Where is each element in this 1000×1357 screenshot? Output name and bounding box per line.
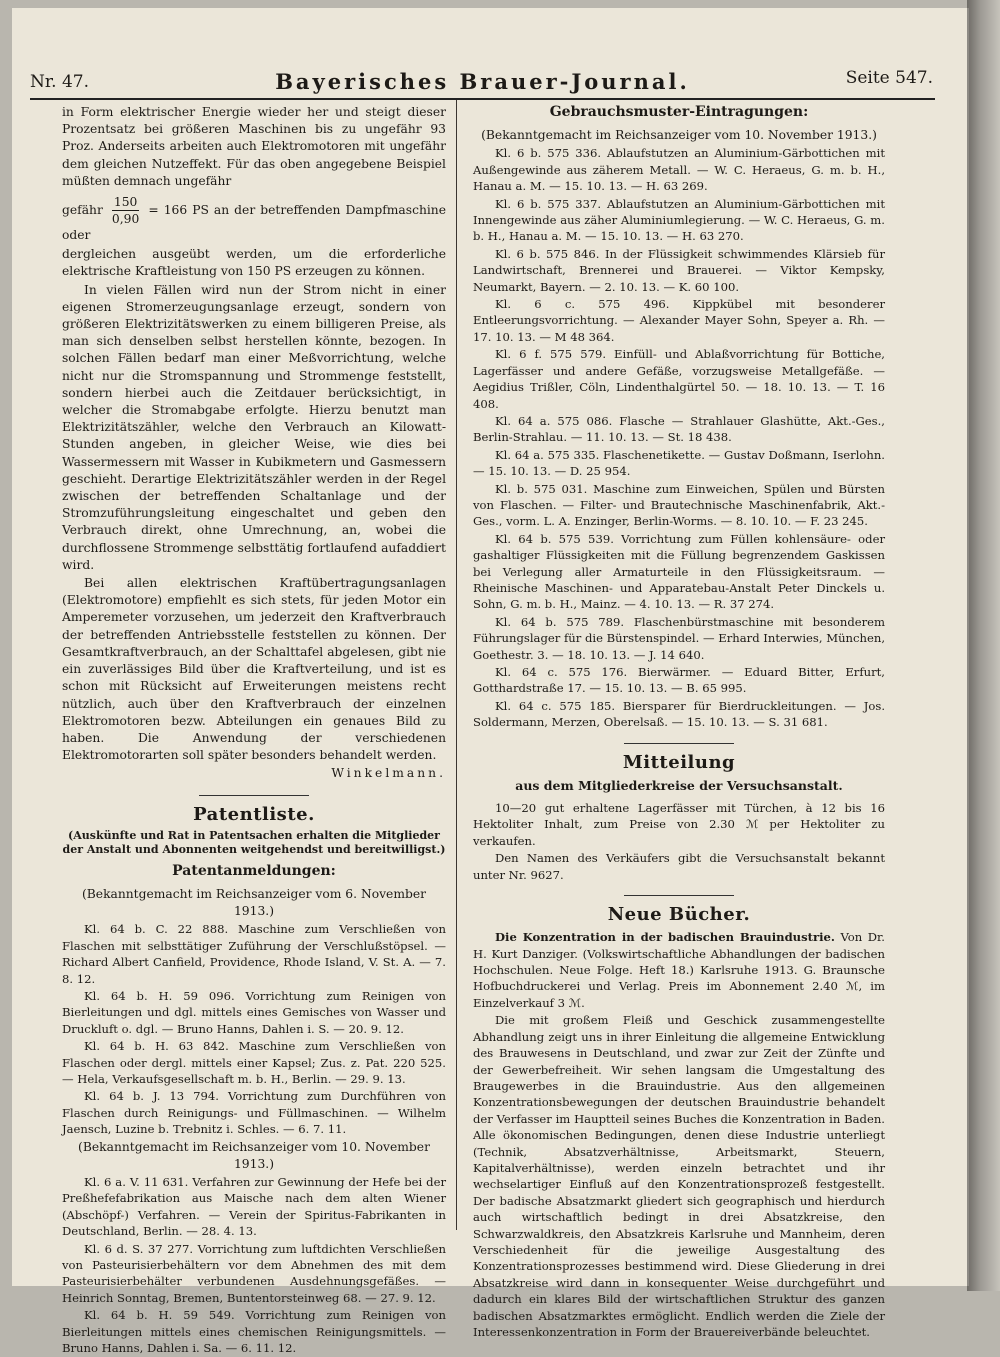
book-review-intro [473, 929, 885, 1011]
section-heading: Mitteilung [622, 751, 736, 773]
fraction-denominator: 0,90 [111, 212, 140, 227]
subsection-heading: Patentanmeldungen: [172, 862, 336, 879]
section-separator [624, 743, 734, 744]
gebrauchsmuster-entry: Kl. 64 b. 575 539. Vorrichtung zum Füllen kohlensäure- oder gashaltiger Flüssigkeiten mit die Füllung begrenzendem Gaskissen bei Verlegung aller Armaturteile in den Flüssigkeitsraum. — Rheinische Maschinen- und Apparatebau-Anstalt Peter Dinckels u. Sohn, G. m. b. H., Mainz. — 4. 10. 13. — R. 37 274. [473, 531, 885, 612]
subsection-heading: Gebrauchsmuster-Eintragungen: [549, 104, 809, 120]
body-paragraph: dergleichen ausgeübt werden, um die erforderliche elektrische Kraftleistung von 150 PS erzeugen zu können. [62, 247, 446, 279]
book-spine [967, 0, 1000, 1291]
issue-number: Nr. 47. [30, 72, 89, 92]
section-separator [624, 895, 734, 896]
body-paragraph: 10—20 gut erhaltene Lagerfässer mit Türchen, à 12 bis 16 Hektoliter Inhalt, zum Preise von 2.30 ℳ per Hektoliter zu verkaufen. [473, 801, 885, 848]
body-paragraph: In vielen Fällen wird nun der Strom nicht in einer eigenen Stromerzeugungsanlage erzeugt, sondern von größeren Elektrizitätswerken zu einem billigeren Preise, als man sich denselben selbst herstellen könnte, bezogen. In solchen Fällen bedarf man einer Meßvorrichtung, welche nicht nur die Stromspannung und Strommenge feststellt, sondern hierbei auch die Zeitdauer berücksichtigt, in welcher die Stromabgabe erfolgte. Hierzu benutzt man Elektrizitätszähler, welche den Verbrauch an Kilowatt-Stunden angeben, in gleicher Weise, wie dies bei Wassermessern mit Wasser in Kubikmetern und Gasmessern geschieht. Derartige Elektrizitätszähler werden in der Regel zwischen der betreffenden Schaltanlage und der Stromzuführungsleitung eingeschaltet und geben den Verbrauch direkt, ohne Umrechnung, an, wobei die durchflossene Strommenge selbsttätig fortlaufend aufaddiert wird. [62, 282, 446, 572]
gebrauchsmuster-entry: Kl. 6 b. 575 336. Ablaufstutzen an Aluminium-Gärbottichen mit Außengewinde aus zäherem Metall. — W. C. Heraeus, G. m. b. H., Hanau a. M. — 15. 10. 13. — H. 63 269. [473, 146, 885, 194]
patent-entry: Kl. 6 a. V. 11 631. Verfahren zur Gewinnung der Hefe bei der Preßhefefabrikation aus Maische nach dem alten Wiener (Abschöpf-) Verfahren. — Verein der Spiritus-Fabrikanten in Deutschland, Berlin. — 28. 4. 13. [62, 1175, 446, 1239]
gebrauchsmuster-entry: Kl. 6 b. 575 846. In der Flüssigkeit schwimmendes Klärsieb für Landwirtschaft, Brennerei und Brauerei. — Viktor Kempsky, Neumarkt, Bayern. — 2. 10. 13. — K. 60 100. [473, 246, 885, 294]
gebrauchsmuster-entry: Kl. 64 b. 575 789. Flaschenbürstmaschine mit besonderem Führungslager für die Bürstenspindel. — Erhard Interwies, München, Goethestr. 3. — 18. 10. 13. — J. 14 640. [473, 614, 886, 662]
section-heading: Patentliste. [193, 803, 315, 825]
book-title: Die Konzentration in der badischen Brauindustrie. [495, 930, 835, 945]
body-paragraph: Bei allen elektrischen Kraftübertragungsanlagen (Elektromotore) empfiehlt es sich stets, für jeden Motor ein Amperemeter vorzusehen, um jederzeit den Kraftverbrauch der betreffenden Antriebsstelle feststellen zu können. Der Gesamtkraftverbrauch, an der Schalttafel abgelesen, gibt nie ein zuverlässiges Bild über die Kraftverteilung, und ist es schon mit Rücksicht auf Erweiterungen meistens recht nützlich, auch über den Kraftverbrauch der einzelnen Elektromotoren bezw. Abteilungen ein genaues Bild zu haben. Die Anwendung der verschiedenen Elektromotorarten soll später besonders behandelt werden. [62, 576, 446, 763]
fraction [112, 194, 139, 227]
section-separator [199, 795, 309, 796]
gebrauchsmuster-entry: Kl. 64 c. 575 185. Biersparer für Bierdruckleitungen. — Jos. Soldermann, Merzen, Oberelsaß. — 15. 10. 13. — S. 31 681. [473, 698, 885, 730]
gebrauchsmuster-entry: Kl. 6 c. 575 496. Kippkübel mit besonderer Entleerungsvorrichtung. — Alexander Mayer Sohn, Speyer a. Rh. — 17. 10. 13. — M 48 364. [473, 297, 885, 344]
formula-result: = 166 PS an der betreffenden Dampfmaschine oder [62, 203, 446, 243]
gebrauchsmuster-entry: Kl. 64 c. 575 176. Bierwärmer. — Eduard Bitter, Erfurt, Gotthardstraße 17. — 15. 10. 13. — B. 65 995. [473, 665, 885, 696]
fraction-numerator: 150 [113, 195, 138, 210]
gebrauchsmuster-entry: Kl. 64 a. 575 335. Flaschenetikette. — Gustav Doßmann, Iserlohn. — 15. 10. 13. — D. 25 954. [473, 447, 885, 479]
announcement-line: (Bekanntgemacht im Reichsanzeiger vom 10. November 1913.) [481, 128, 877, 143]
body-paragraph: in Form elektrischer Energie wieder her und steigt dieser Prozentsatz bei größeren Maschinen bis zu ungefähr 93 Proz. Anderseits arbeiten auch Elektromotoren mit ungefähr dem gleichen Nutzeffekt. Für das oben angegebene Beispiel müßten demnach ungefähr [62, 105, 446, 188]
patent-entry: Kl. 64 b. H. 59 096. Vorrichtung zum Reinigen von Bierleitungen und dgl. mittels eines Gemisches von Wasser und Druckluft o. dgl. — Bruno Hanns, Dahlen i. S. — 20. 9. 12. [62, 988, 446, 1036]
gebrauchsmuster-entry: Kl. 6 b. 575 337. Ablaufstutzen an Aluminium-Gärbottichen mit Innengewinde aus zäher Aluminiumlegierung. — W. C. Heraeus, G. m. b. H., Hanau a. M. — 15. 10. 13. — H. 63 270. [473, 196, 885, 244]
column-divider [456, 100, 457, 1230]
section-note: (Auskünfte und Rat in Patentsachen erhalten die Mitglieder der Anstalt und Abonnenten weitgehendst und bereitwilligst.) [62, 828, 446, 856]
right-column [473, 104, 885, 1341]
gebrauchsmuster-entry: Kl. 6 f. 575 579. Einfüll- und Ablaßvorrichtung für Bottiche, Lagerfässer und andere Gefäße, vorzugsweise Metallgefäße. — Aegidius Trißler, Cöln, Lindenthalgürtel 50. — 18. 10. 13. — T. 16 408. [473, 347, 885, 411]
page-number: Seite 547. [845, 68, 933, 88]
formula-line [62, 194, 446, 244]
left-column [62, 104, 446, 1357]
patent-entry: Kl. 64 b. J. 13 794. Vorrichtung zum Durchführen von Flaschen durch Reinigungs- und Füllmaschinen. — Wilhelm Jaensch, Luzine b. Trebnitz i. Schles. — 6. 7. 11. [62, 1089, 446, 1137]
gebrauchsmuster-entry: Kl. b. 575 031. Maschine zum Einweichen, Spülen und Bürsten von Flaschen. — Filter- und Brautechnische Maschinenfabrik, Akt.-Ges., vorm. L. A. Enzinger, Berlin-Worms. — 8. 10. 10. — F. 23 245. [473, 481, 885, 529]
patent-entry: Kl. 64 b. H. 59 549. Vorrichtung zum Reinigen von Bierleitungen mittels eines chemischen Reinigungsmittels. — Bruno Hanns, Dahlen i. Sa. — 6. 11. 12. [62, 1308, 446, 1356]
body-paragraph: Den Namen des Verkäufers gibt die Versuchsanstalt bekannt unter Nr. 9627. [473, 851, 885, 882]
book-review-text: Die mit großem Fleiß und Geschick zusammengestellte Abhandlung zeigt uns in ihrer Einleitung die allgemeine Entwicklung des Brauwesens in Deutschland, und zwar zur Zeit der Zünfte und der Gewerbefreiheit. Wir sehen langsam die Umgestaltung des Braugewerbes in die Brauindustrie. Aus den allgemeinen Konzentrationsbewegungen der deutschen Brauindustrie behandelt der Verfasser im Hauptteil seines Buches die Konzentration in Baden. Alle ökonomischen Bedingungen, denen diese Industrie unterliegt (Technik, Absatzverhältnisse, Arbeitsmarkt, Steuern, Kapitalverhältnisse), werden einzeln betrachtet und ihr wechselartiger Einfluß auf den Konzentrationsprozeß festgestellt. Der badische Absatzmarkt gliedert sich geographisch und hierdurch auch wirtschaftlich bedingt in drei Absatzkreise, den Schwarzwaldkreis, den Absatzkreis Karlsruhe und Mannheim, deren Verschiedenheit für die jeweilige Ausgestaltung des Konzentrationsprozesses bestimmend wird. Diese Gliederung in drei Absatzkreise wird dann in konsequenter Weise durchgeführt und dadurch ein klares Bild der wirtschaftlichen Struktur des ganzen badischen Absatzmarktes ermöglicht. Endlich werden die Ziele der Interessenkonzentration in Form der Brauereiverbände beleuchtet. [473, 1013, 885, 1340]
patent-entry: Kl. 64 b. H. 63 842. Maschine zum Verschließen von Flaschen oder dergl. mittels einer Kapsel; Zus. z. Pat. 220 525. — Hela, Verkaufsgesellschaft m. b. H., Berlin. — 29. 9. 13. [62, 1039, 446, 1086]
patent-entry: Kl. 6 d. S. 37 277. Vorrichtung zum luftdichten Verschließen von Pasteurisierbehältern vor dem Abnehmen des mit dem Pasteurisierbehälter verbundenen Ausdehnungsgefäßes. — Heinrich Sonntag, Bremen, Buntentorsteinweg 68. — 27. 9. 12. [62, 1241, 446, 1305]
section-heading: Neue Bücher. [607, 904, 751, 926]
section-subheading: aus dem Mitgliederkreise der Versuchsanstalt. [515, 777, 843, 793]
gebrauchsmuster-entry: Kl. 64 a. 575 086. Flasche — Strahlauer Glashütte, Akt.-Ges., Berlin-Strahlau. — 11. 10. 13. — St. 18 438. [473, 413, 885, 445]
page-header [30, 68, 935, 100]
announcement-line: (Bekanntgemacht im Reichsanzeiger vom 10. November 1913.) [78, 1139, 430, 1171]
author-signature: Winkelmann. [331, 766, 446, 781]
book-details: Von Dr. H. Kurt Danziger. (Volkswirtschaftliche Abhandlungen der badischen Hochschulen. Neue Folge. Heft 18.) Karlsruhe 1913. G. Braunsche Hofbuchdruckerei und Verlag. Preis im Abonnement 2.40 ℳ, im Einzelverkauf 3 ℳ. [473, 930, 885, 1010]
announcement-line: (Bekanntgemacht im Reichsanzeiger vom 6. November 1913.) [81, 886, 427, 919]
patent-entry: Kl. 64 b. C. 22 888. Maschine zum Verschließen von Flaschen mit selbsttätiger Zuführung der Verschlußstöpsel. — Richard Albert Canfield, Providence, Rhode Island, V. St. A. — 7. 8. 12. [62, 922, 446, 986]
formula-prefix: gefähr [62, 203, 103, 218]
journal-title: Bayerisches Brauer-Journal. [275, 69, 690, 94]
